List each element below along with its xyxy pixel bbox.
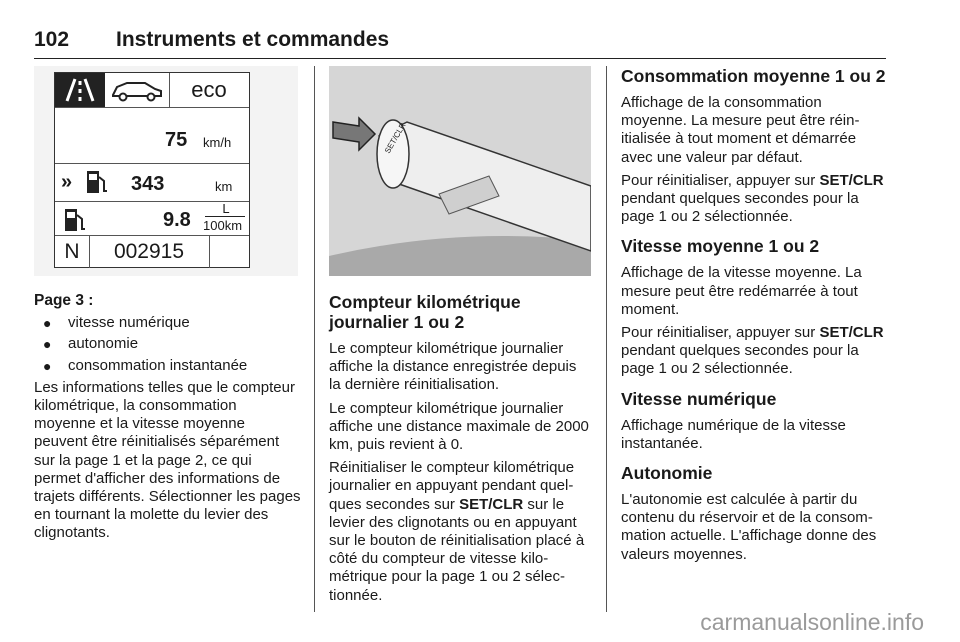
page-label: Page 3 : (34, 292, 94, 309)
fuel-pump-icon (85, 169, 109, 200)
column-divider (606, 66, 607, 612)
watermark: carmanualsonline.info (700, 609, 924, 635)
car-icon (105, 73, 170, 107)
page-title: Instruments et commandes (116, 28, 390, 51)
body-paragraph: Pour réinitialiser, appuyer sur SET/CLR pendant quelques secondes pour la page 1 ou 2 sélectionnée. (621, 324, 884, 378)
odometer-value: 002915 (89, 235, 210, 268)
body-paragraph: Le compteur kilométrique journalier affiche la distance enregistrée depuis la dernière réinitialisation. (329, 340, 577, 394)
speed-value: 75 (165, 129, 188, 151)
section-heading: Consommation moyenne 1 ou 2 (621, 66, 886, 86)
page-header (34, 28, 886, 59)
body-paragraph: Réinitialiser le compteur kilométrique journalier en appuyant pendant quelques secondes sur SET/CLR sur le levier des clignotants ou en appuyant sur le bouton de réinitialisation placé à côté du compteur de vitesse kilométrique pour la page 1 ou 2 sélectionnée. (329, 459, 585, 604)
range-unit: km (215, 179, 233, 194)
lane-icon (55, 73, 105, 107)
list-item: ● vitesse numérique (43, 314, 190, 332)
consumption-value: 9.8 (163, 209, 191, 231)
body-paragraph: L'autonomie est calculée à partir du contenu du réservoir et de la consommation actuelle. L'affichage donne des valeurs moyennes. (621, 491, 877, 563)
list-item: ● autonomie (43, 335, 139, 353)
column-1 (34, 292, 302, 548)
eco-label: eco (191, 77, 227, 102)
body-paragraph: Affichage de la consommation moyenne. La mesure peut être réinitialisée à tout moment et démarrée avec une valeur par défaut. (621, 94, 860, 166)
instrument-display (54, 72, 250, 268)
column-2 (329, 292, 591, 610)
body-paragraph: Pour réinitialiser, appuyer sur SET/CLR pendant quelques secondes pour la page 1 ou 2 sélectionnée. (621, 171, 884, 226)
chevron-right-icon: » (61, 171, 73, 193)
consumption-unit-bottom: 100km (203, 218, 243, 233)
lever-illustration (329, 66, 591, 276)
bullet-list (34, 314, 302, 375)
column-3 (621, 66, 889, 569)
section-heading: Vitesse numérique (621, 388, 777, 409)
body-paragraph: Les informations telles que le compteur kilométrique, la consommation moyenne et la vitesse moyenne peuvent être réinitialisés séparément sur la page 1 et la page 2, ce qui permet d'afficher des informations de trajets différents. Sélectionner les pages en tournant la molette du levier des clignotants. (34, 378, 301, 542)
body-paragraph: Le compteur kilométrique journalier affiche une distance maximale de 2000 km, puis revient à 0. (329, 399, 589, 454)
column-divider (314, 66, 315, 612)
fuel-pump-icon (63, 207, 87, 238)
section-heading: Compteur kilométrique journalier 1 ou 2 (329, 292, 521, 332)
speed-unit: km/h (203, 135, 232, 150)
section-heading: Autonomie (621, 463, 713, 484)
consumption-unit-top: L (222, 201, 230, 216)
range-value: 343 (131, 173, 165, 195)
section-heading: Vitesse moyenne 1 ou 2 (621, 236, 820, 257)
set-clr-label: SET/CLR (382, 121, 408, 155)
gear-indicator: N (55, 235, 90, 268)
body-paragraph: Affichage numérique de la vitesse instantanée. (621, 416, 846, 452)
list-item: ● consommation instantanée (43, 356, 248, 374)
page-number: 102 (34, 28, 70, 51)
body-paragraph: Affichage de la vitesse moyenne. La mesure peut être redémarrée à tout moment. (621, 264, 862, 318)
